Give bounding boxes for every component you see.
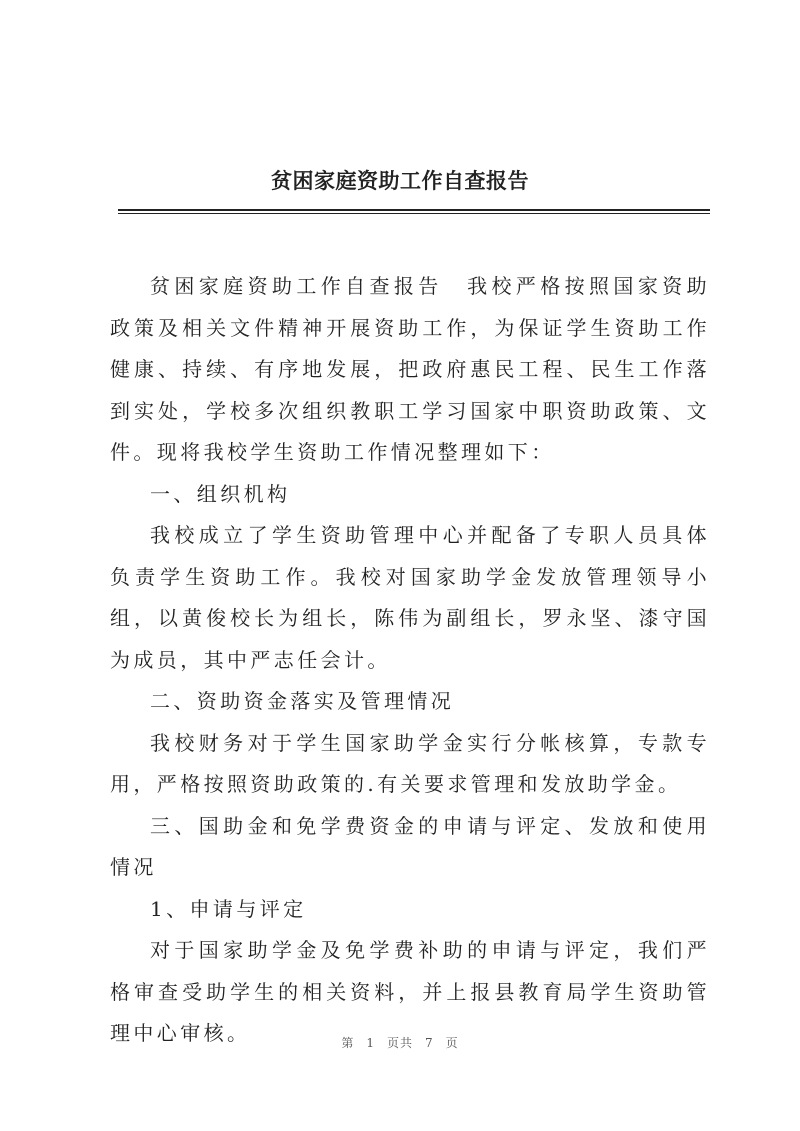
intro-paragraph: 贫困家庭资助工作自查报告 我校严格按照国家资助政策及相关文件精神开展资助工作，为保证学生资助工作健康、持续、有序地发展，把政府惠民工程、民生工作落到实处，学校多次组织教职工学习国家中职资助政策、文件。现将我校学生资助工作情况整理如下： xyxy=(110,274,710,464)
funds-paragraph: 我校财务对于学生国家助学金实行分帐核算，专款专用，严格按照资助政策的.有关要求管理和发放助学金。 xyxy=(110,730,710,796)
document-body xyxy=(110,266,710,1055)
subsection-heading-application: 1、申请与评定 xyxy=(150,896,307,921)
footer-middle: 页共 xyxy=(386,1036,413,1050)
footer-total-pages: 7 xyxy=(425,1036,434,1050)
footer-page-number: 1 xyxy=(366,1036,375,1050)
section-heading-application: 三、国助金和免学费资金的申请与评定、发放和使用情况 xyxy=(110,813,710,879)
title-divider-thick xyxy=(118,209,710,211)
page-footer xyxy=(0,1034,800,1051)
application-paragraph: 对于国家助学金及免学费补助的申请与评定，我们严格审查受助学生的相关资料，并上报县教育局学生资助管理中心审核。 xyxy=(110,938,710,1045)
title-divider-thin xyxy=(118,213,710,214)
organization-paragraph: 我校成立了学生资助管理中心并配备了专职人员具体负责学生资助工作。我校对国家助学金发放管理领导小组，以黄俊校长为组长，陈伟为副组长，罗永坚、漆守国为成员，其中严志任会计。 xyxy=(110,523,710,672)
section-heading-funds: 二、资助资金落实及管理情况 xyxy=(150,689,455,713)
footer-prefix: 第 xyxy=(341,1036,355,1050)
footer-suffix: 页 xyxy=(445,1036,459,1050)
document-title: 贫困家庭资助工作自查报告 xyxy=(271,169,529,193)
section-heading-organization: 一、组织机构 xyxy=(150,481,291,506)
